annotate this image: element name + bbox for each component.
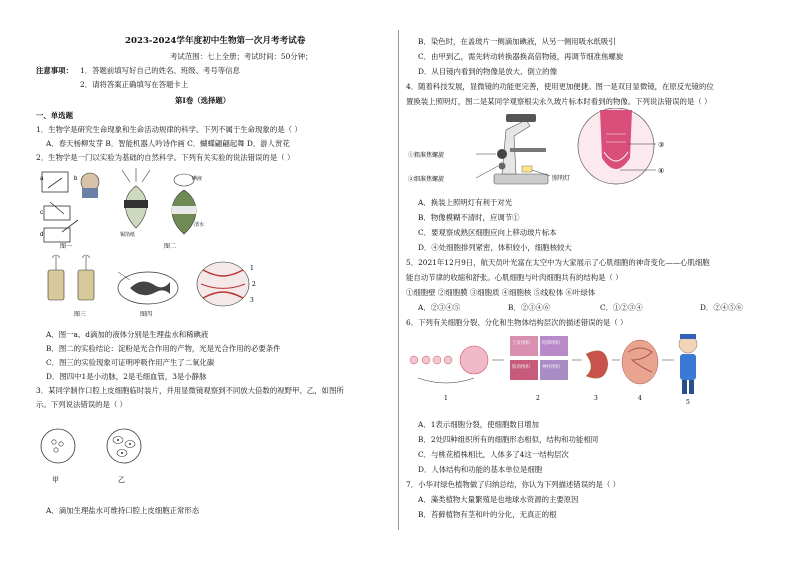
- part-heading: 第Ⅰ卷（选择题）: [175, 96, 231, 105]
- q3-option-c: C．由甲到乙，需先转动转换器换高倍物镜，再调节细准焦螺旋: [418, 52, 624, 61]
- q4-microscope-figures: [406, 108, 706, 192]
- q4-stem-line1: 4．随着科技发展，显微镜的功能更完善，使用更加便捷。图一是双目显微镜，在原反光镜的位: [406, 82, 714, 91]
- vessel-label-1: 1: [250, 265, 254, 272]
- stage-label-5: 5: [686, 399, 690, 406]
- q4-option-d: D．④处细胞排列紧密，体积较小，细胞核较大: [418, 243, 572, 252]
- caption-fig3: 图三: [74, 311, 87, 318]
- q7-option-a: A．藻类植物大量繁殖是也地球水资源的主要原因: [418, 495, 579, 504]
- caption-jia: 甲: [52, 476, 59, 484]
- stage-label-2: 2: [536, 395, 540, 402]
- digestive-system: [622, 340, 658, 384]
- q3-option-b: B．染色时，在盖玻片一侧滴加碘液，从另一侧用吸水纸吸引: [418, 37, 616, 46]
- q5-option-b: B．②③④⑥: [508, 303, 551, 312]
- binocular-microscope: [494, 114, 548, 184]
- figure-one-steps: [42, 172, 99, 242]
- notice-label: 注意事项：: [36, 66, 73, 75]
- label-b: b: [74, 176, 78, 182]
- human-body-doctor: [679, 334, 697, 394]
- q5-structures: ①细胞壁 ②细胞膜 ③细胞质 ④细胞核 ⑤线粒体 ⑥叶绿体: [406, 288, 596, 297]
- section-heading: 一、单选题: [36, 111, 73, 120]
- label-region-3: ③: [658, 141, 665, 149]
- q2-option-c: C．图三的实验现象可证明呼吸作用产生了二氧化碳: [46, 358, 215, 367]
- q6-structure-levels-figure: [406, 330, 716, 412]
- caption-yi: 乙: [118, 476, 125, 484]
- stage-label-1: 1: [444, 395, 448, 402]
- stage-label-4: 4: [638, 395, 642, 402]
- tissue-muscle: 肌肉组织: [512, 365, 530, 370]
- q5-stem-line2: 能自动节律的收缩和舒张。心肌细胞与叶肉细胞共有的结构是（ ）: [406, 273, 623, 282]
- notice-1: 1．答题前填写好自己的姓名、班级、考号等信息: [80, 66, 240, 75]
- q4-option-c: C．要观察成熟区细胞应向上移动玻片标本: [418, 228, 557, 237]
- q2-experiment-figures: [38, 166, 278, 326]
- q6-option-d: D．人体结构和功能的基本单位是细胞: [418, 465, 543, 474]
- label-c: c: [40, 210, 43, 216]
- figure-three-bottles: [48, 255, 94, 300]
- exam-title: 2023-2024学年度初中生物第一次月考考试卷: [125, 36, 306, 46]
- vessel-label-3: 3: [250, 297, 254, 304]
- q7-stem: 7．小华对绿色植物做了归纳总结，你认为下列描述错误的是（ ）: [406, 480, 620, 489]
- label-lamp: 照明灯: [552, 175, 571, 182]
- label-foil: 锡箔纸: [120, 232, 136, 238]
- tissue-nerve: 神经组织: [542, 365, 560, 370]
- q3-stem-line1: 3．某同学制作口腔上皮细胞临时装片，并用显微镜观察到不同放大倍数的视野甲、乙，如图所: [36, 386, 344, 395]
- q5-option-c: C．①②③④: [600, 303, 643, 312]
- q7-option-b: B．苔藓植物有茎和叶的分化，无真正的根: [418, 510, 557, 519]
- q4-option-b: B．物像模糊不清时，应调节①: [418, 213, 520, 222]
- q6-option-a: A．1表示细胞分裂，使细胞数目增加: [418, 420, 539, 429]
- root-tip-view: [578, 108, 654, 184]
- q1-options: A．春天杨柳发芽 B．智能机器人吟诗作画 C．蝴蝶翩翩起舞 D．游人赏花: [46, 139, 290, 148]
- figure-four-fish-tail: [118, 272, 178, 304]
- q6-stem: 6．下列有关细胞分裂、分化和生物体结构层次的描述错误的是（ ）: [406, 318, 628, 327]
- label-region-4: ④: [658, 167, 665, 175]
- q6-option-b: B．2处四种组织所有的细胞形态相似，结构和功能相同: [418, 435, 599, 444]
- notice-2: 2．请将答案正确填写在答题卡上: [80, 80, 189, 89]
- q4-stem-line2: 置换装上照明灯，图二是某同学观察根尖永久玻片标本时看到的物像。下列说法错误的是（ ）: [406, 97, 712, 106]
- view-jia: [41, 429, 75, 463]
- caption-fig4: 图四: [140, 311, 153, 318]
- caption-fig1: 图一: [60, 243, 73, 250]
- q5-stem-line1: 5．2021年12月9日，航天员叶光富在太空中为大家展示了心肌细胞的神奇变化——心肌细胞: [406, 258, 710, 267]
- label-d: d: [40, 232, 44, 238]
- vessel-label-2: 2: [252, 281, 256, 288]
- label-a: a: [40, 176, 44, 182]
- label-coarse-knob: ①粗准焦螺旋: [408, 152, 445, 159]
- view-yi: [107, 429, 141, 463]
- stage-label-3: 3: [594, 395, 598, 402]
- figure-two-leaf-experiment: [122, 168, 196, 234]
- cell-division-sequence: [410, 346, 488, 383]
- q2-option-a: A．图一a、d滴加的液体分别是生理盐水和稀碘液: [46, 330, 209, 339]
- q3-stem-line2: 示。下列说法错误的是（ ）: [36, 400, 128, 409]
- q3-option-a: A．滴加生理盐水可维持口腔上皮细胞正常形态: [46, 506, 200, 515]
- label-water: 清水: [194, 222, 205, 228]
- q1-stem: 1．生物学是研究生命现象和生命活动规律的科学。下列不属于生命现象的是（ ）: [36, 125, 302, 134]
- q2-option-d: D．图四中1是小动脉，2是毛细血管，3是小静脉: [46, 372, 207, 381]
- q4-option-a: A．换装上照明灯有利于对光: [418, 198, 513, 207]
- q5-option-d: D．②④⑤⑥: [700, 303, 743, 312]
- figure-four-blood-vessels: [197, 262, 249, 306]
- q3-microscope-views: [36, 422, 156, 488]
- label-iodine: 碘液: [192, 176, 203, 182]
- q2-stem: 2．生物学是一门以实验为基础的自然科学。下列有关实验的说法错误的是（ ）: [36, 153, 295, 162]
- caption-fig2: 图二: [164, 243, 177, 250]
- tissue-epithelial: 上皮组织: [512, 341, 530, 346]
- stomach-organ: [586, 351, 608, 379]
- q2-option-b: B．图二的实验结论：淀粉是光合作用的产物，光是光合作用的必要条件: [46, 344, 281, 353]
- column-divider: [398, 30, 399, 530]
- exam-scope: 考试范围：七上全册；考试时间：50分钟；: [170, 52, 313, 61]
- tissue-connective: 结缔组织: [542, 341, 560, 346]
- q5-option-a: A．②③④⑤: [418, 303, 461, 312]
- q3-option-d: D．从目镜内看到的物像是放大、倒立的像: [418, 67, 557, 76]
- q6-option-c: C．与桃花植株相比，人体多了4这一结构层次: [418, 450, 569, 459]
- label-fine-knob: ②细准焦螺旋: [408, 176, 445, 183]
